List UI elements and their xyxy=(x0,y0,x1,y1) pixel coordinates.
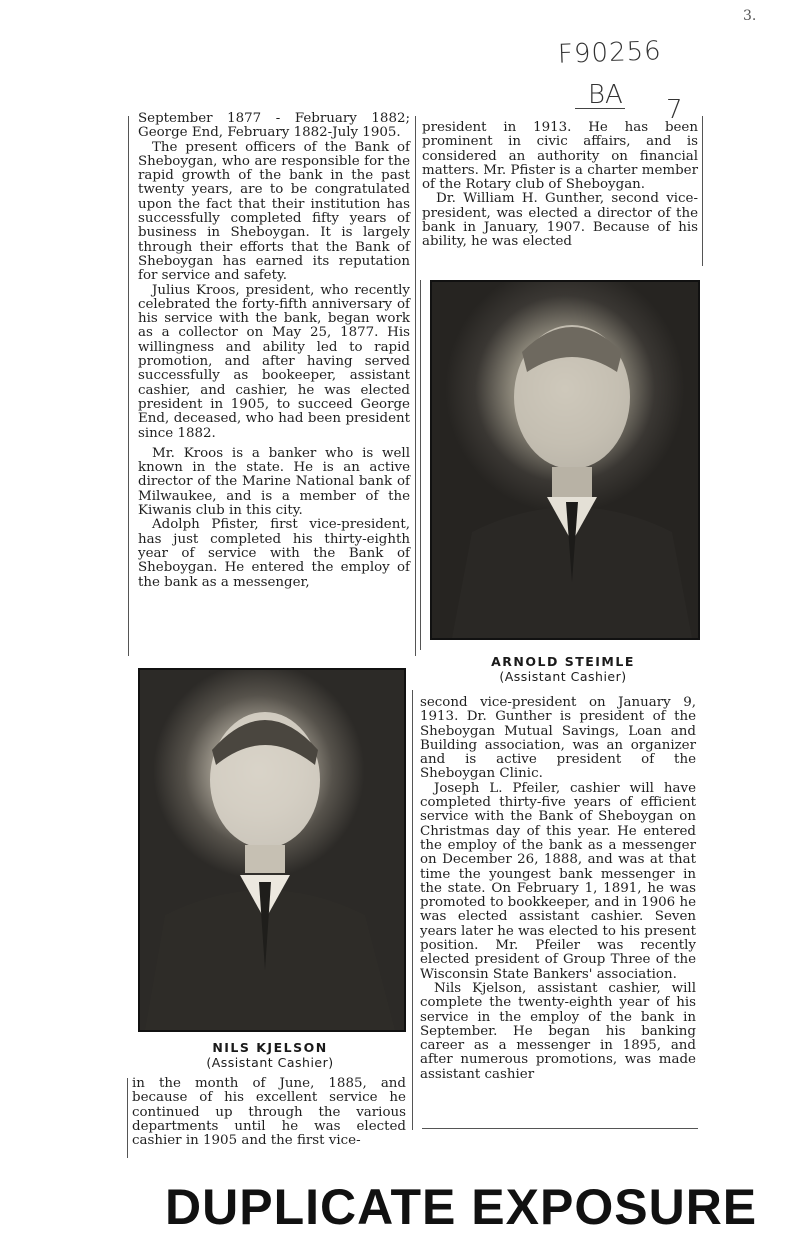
caption-role: (Assistant Cashier) xyxy=(499,669,627,684)
paragraph: Adolph Pfister, first vice-president, has just completed his thirty-eighth year of service with the Bank of Sheboygan. He entered the employ of the bank as a messenger, xyxy=(138,517,410,590)
paragraph: Mr. Kroos is a banker who is well known in the state. He is an active director of the Marine National bank of Milwaukee, and is a member of the Kiwanis club in this city. xyxy=(138,445,410,519)
portrait-photo-nils-kjelson xyxy=(138,668,406,1032)
paragraph: The present officers of the Bank of Sheboygan, who are responsible for the rapid growth of the bank in the past twenty years, are to be congratulated upon the fact that their institution has successfully completed fifty years of business in Sheboygan. It is largely through their efforts that the Bank of Sheboygan has earned its reputation for service and safety. xyxy=(138,139,410,284)
portrait-figure xyxy=(432,282,698,638)
photo-caption-kjelson xyxy=(142,1040,398,1070)
portrait-figure xyxy=(140,670,404,1030)
paragraph: Joseph L. Pfeiler, cashier will have completed thirty-five years of efficient service with the Bank of Sheboygan on Christmas day of this year. He entered the employ of the bank as a messenger on December 26, 1888, and was at that time the youngest bank messenger in the state. On February 1, 1891, he was promoted to bookkeeper, and in 1906 he was elected assistant cashier. Seven years later he was elected to his present position. Mr. Pfeiler was recently elected president of Group Three of the Wisconsin State Bankers' association. xyxy=(420,780,696,982)
column-rule xyxy=(420,280,421,650)
caption-name: ARNOLD STEIMLE xyxy=(491,654,635,669)
article-column-2 xyxy=(422,121,698,250)
column-rule xyxy=(415,116,416,656)
caption-name: NILS KJELSON xyxy=(212,1040,328,1055)
portrait-photo-arnold-steimle xyxy=(430,280,700,640)
page-number: 3. xyxy=(743,8,757,24)
paragraph: president in 1913. He has been prominent in civic affairs, and is considered an authority on financial matters. Mr. Pfister is a charter member of the Rotary club of Sheboygan. xyxy=(422,120,698,193)
article-end-rule xyxy=(422,1128,698,1129)
column-rule xyxy=(127,1078,128,1158)
article-column-4 xyxy=(420,696,696,1082)
duplicate-exposure-stamp: DUPLICATE EXPOSURE xyxy=(165,1179,758,1235)
paragraph: second vice-president on January 9, 1913. Dr. Gunther is president of the Sheboygan Mutual Savings, Loan and Building association, was an organizer and is active president of the Sheboygan Clinic. xyxy=(420,695,696,782)
handwritten-number: 7 xyxy=(666,95,683,125)
article-column-3 xyxy=(132,1077,406,1148)
handwritten-initials: BA xyxy=(588,80,623,110)
paragraph: Nils Kjelson, assistant cashier, will complete the twenty-eighth year of his service in the employ of the bank in September. He began his banking career as a messenger in 1895, and after numerous promotions, was made assistant cashier xyxy=(420,980,696,1082)
paragraph: Julius Kroos, president, who recently celebrated the forty-fifth anniversary of his service with the bank, began work as a collector on May 25, 1877. His willingness and ability led to rapid promotion, and after having served successfully as bookeeper, assistant cashier, and cashier, he was elected president in 1905, to succeed George End, deceased, who had been president since 1882. xyxy=(138,282,410,441)
photo-caption-steimle xyxy=(440,654,686,684)
paragraph: in the month of June, 1885, and because of his excellent service he continued up through the various departments until he was elected cashier in 1905 and the first vice- xyxy=(132,1076,406,1149)
handwritten-accession-number: F90256 xyxy=(557,36,663,70)
column-rule xyxy=(412,690,413,1130)
paragraph: Dr. William H. Gunther, second vice-president, was elected a director of the bank in January, 1907. Because of his ability, he was elected xyxy=(422,191,698,250)
caption-role: (Assistant Cashier) xyxy=(206,1055,334,1070)
article-column-1 xyxy=(138,112,410,590)
column-rule xyxy=(702,116,703,266)
paragraph: September 1877 - February 1882; George End, February 1882-July 1905. xyxy=(138,111,410,141)
column-rule xyxy=(128,116,129,656)
